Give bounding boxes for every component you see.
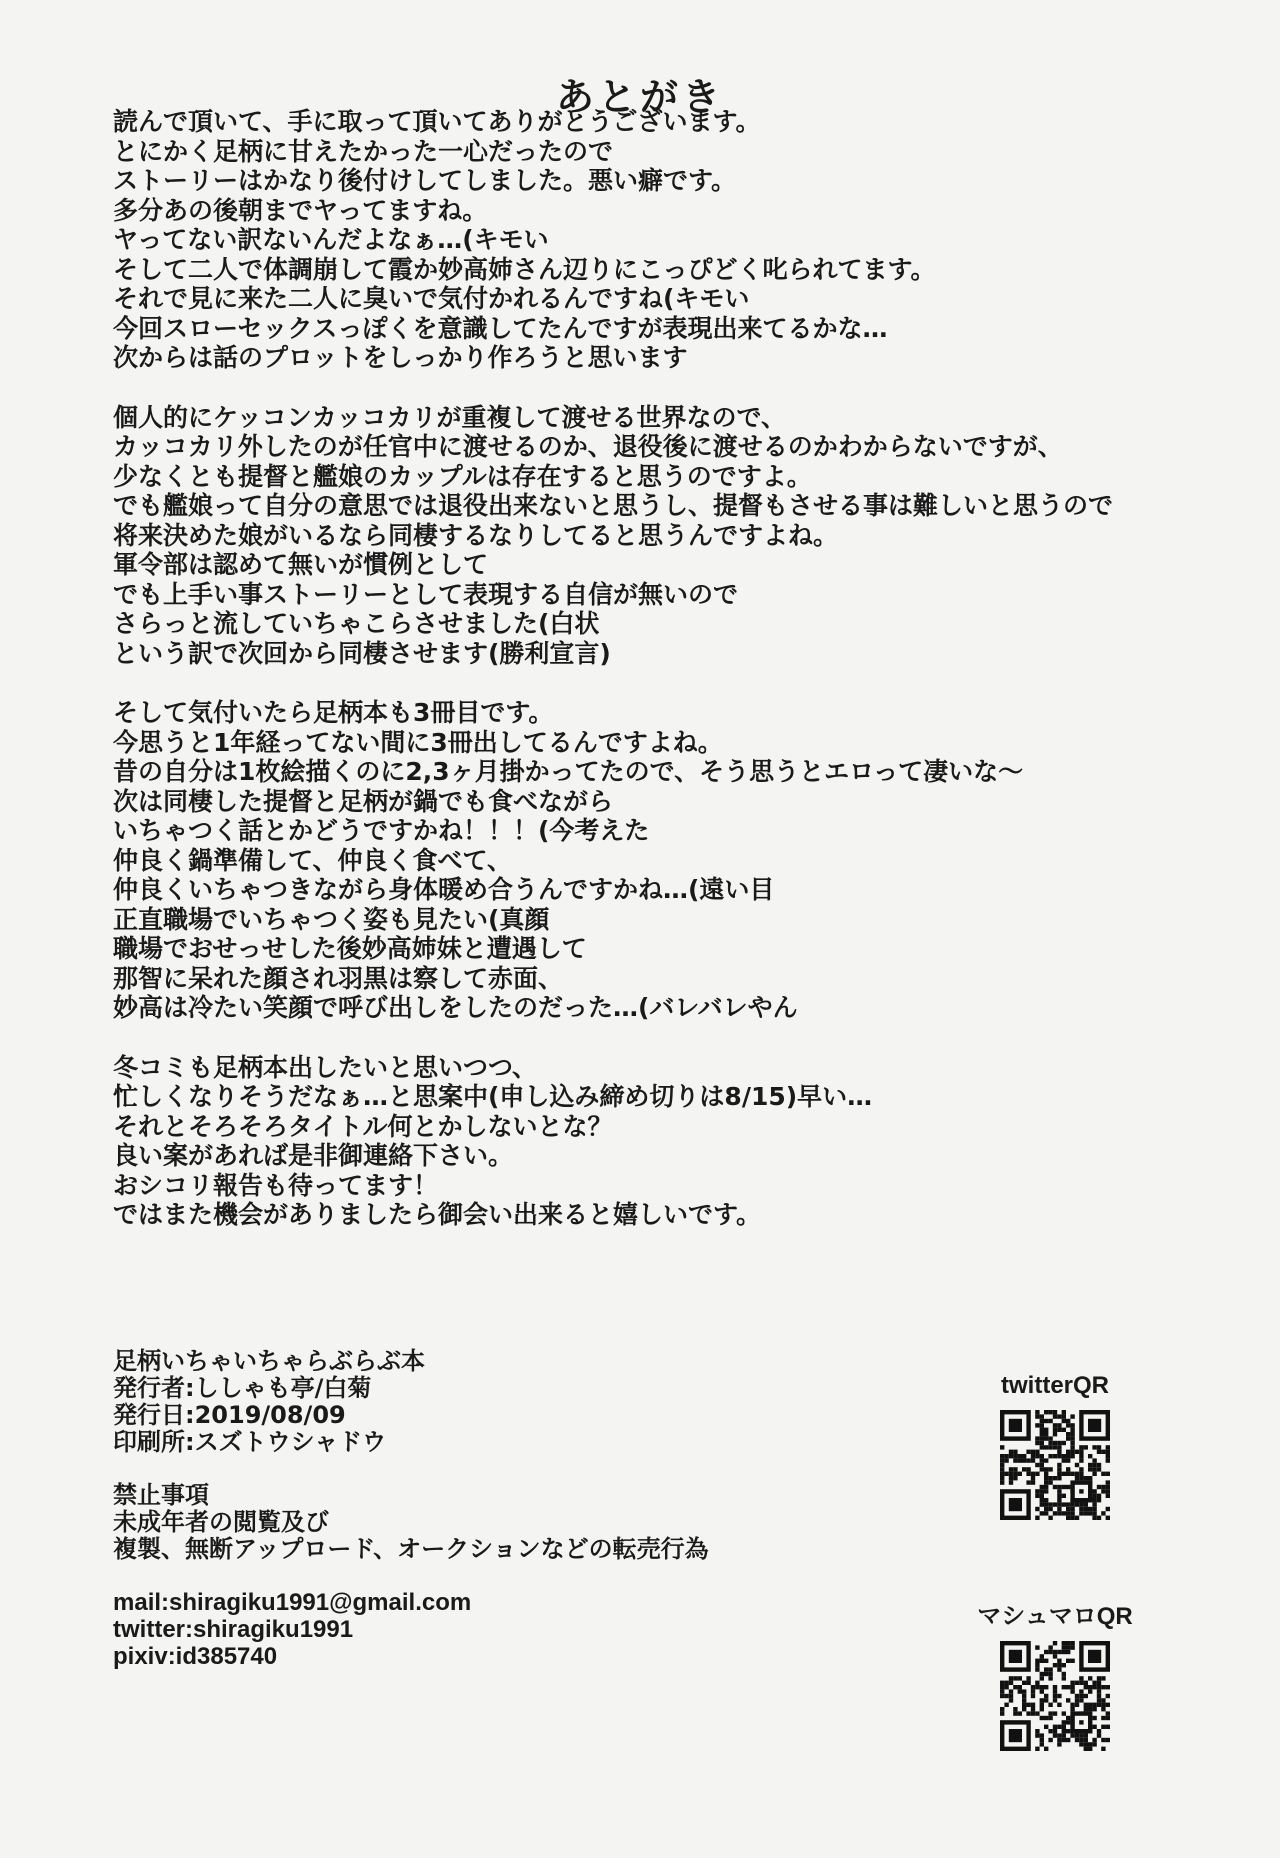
text-line: 次は同棲した提督と足柄が鍋でも食べながら [113, 786, 614, 816]
paragraph [113, 107, 1213, 373]
text-line: でも艦娘って自分の意思では退役出来ないと思うし、提督もさせる事は難しいと思うので [113, 491, 1114, 520]
text-line: そして二人で体調崩して霞か妙高姉さん辺りにこっぴどく叱られてます。 [113, 254, 936, 284]
publication-info [113, 1348, 833, 1456]
text-line: ヤってない訳ないんだよなぁ…(キモい [113, 225, 549, 254]
text-line: 妙高は冷たい笑顔で呼び出しをしたのだった…(バレバレやん [113, 993, 798, 1022]
text-line: 職場でおせっせした後妙高姉妹と遭遇して [113, 934, 587, 963]
text-line: 昔の自分は1枚絵描くのに2,3ヶ月掛かってたので、そう思うとエロって凄いな～ [113, 757, 1024, 786]
text-line: という訳で次回から同棲させます(勝利宣言) [113, 638, 611, 668]
prohibited-line: 複製、無断アップロード、オークションなどの転売行為 [113, 1535, 709, 1563]
printer: 印刷所:スズトウシャドウ [113, 1428, 387, 1456]
text-line: 忙しくなりそうだなぁ…と思案中(申し込み締め切りは8/15)早い… [113, 1082, 873, 1111]
text-line: 正直職場でいちゃつく姿も見たい(真顔 [113, 904, 550, 934]
text-line: 那智に呆れた顔され羽黒は察して赤面、 [113, 963, 564, 993]
text-line: 次からは話のプロットをしっかり作ろうと思います [113, 343, 688, 372]
text-line: 軍令部は認めて無いが慣例として [113, 550, 489, 579]
text-line: いちゃつく話とかどうですかね！！！(今考えた [113, 816, 650, 845]
paragraph [113, 1053, 1213, 1230]
afterword-body [113, 107, 1213, 1260]
text-line: 冬コミも足柄本出したいと思いつつ、 [113, 1052, 538, 1082]
text-line: それで見に来た二人に臭いで気付かれるんですね(キモい [113, 284, 750, 313]
paragraph [113, 698, 1213, 1023]
page-title: あとがき [555, 75, 724, 119]
twitter-qr-block [965, 1372, 1145, 1520]
text-line: 今思うと1年経ってない間に3冊出してるんですよね。 [113, 727, 723, 757]
text-line: 仲良く鍋準備して、仲良く食べて、 [113, 845, 513, 875]
publish-date: 発行日:2019/08/09 [113, 1401, 346, 1429]
prohibited-notice [113, 1482, 833, 1563]
text-line: カッコカリ外したのが任官中に渡せるのか、退役後に渡せるのかわからないですが、 [113, 432, 1063, 461]
contact-info [113, 1589, 833, 1670]
text-line: 今回スローセックスっぽくを意識してたんですが表現出来てるかな… [113, 313, 888, 343]
marshmallow-qr-block [965, 1596, 1145, 1751]
mail-address: mail:shiragiku1991@gmail.com [113, 1589, 472, 1616]
publisher: 発行者:ししゃも亭/白菊 [113, 1374, 372, 1402]
twitter-handle: twitter:shiragiku1991 [113, 1616, 354, 1643]
pixiv-id: pixiv:id385740 [113, 1643, 278, 1670]
text-line: 少なくとも提督と艦娘のカップルは存在すると思うのですよ。 [113, 461, 812, 491]
twitter-qr-code-icon[interactable] [1000, 1410, 1110, 1520]
text-line: とにかく足柄に甘えたかった一心だったので [113, 136, 614, 166]
text-line: 良い案があれば是非御連絡下さい。 [113, 1141, 514, 1170]
text-line: 個人的にケッコンカッコカリが重複して渡せる世界なので、 [113, 402, 787, 432]
book-title: 足柄いちゃいちゃらぶらぶ本 [113, 1347, 425, 1375]
text-line: それとそろそろタイトル何とかしないとな？ [113, 1111, 613, 1141]
text-line: 多分あの後朝までヤってますね。 [113, 195, 488, 225]
marshmallow-qr-code-icon[interactable] [1000, 1641, 1110, 1751]
marshmallow-qr-label: マシュマロQR [977, 1603, 1133, 1630]
text-line: でも上手い事ストーリーとして表現する自信が無いので [113, 579, 739, 609]
text-line: さらっと流していちゃこらさせました(白状 [113, 609, 600, 638]
text-line: 読んで頂いて、手に取って頂いてありがとうございます。 [113, 107, 761, 136]
text-line: そして気付いたら足柄本も3冊目です。 [113, 698, 554, 727]
paragraph [113, 403, 1213, 669]
text-line: 将来決めた娘がいるなら同棲するなりしてると思うんですよね。 [113, 520, 839, 550]
colophon [113, 1348, 833, 1696]
text-line: 仲良くいちゃつきながら身体暖め合うんですかね…(遠い目 [113, 875, 775, 904]
text-line: ではまた機会がありましたら御会い出来ると嬉しいです。 [113, 1200, 762, 1229]
prohibited-line: 未成年者の閲覧及び [113, 1508, 329, 1536]
twitter-qr-label: twitterQR [1001, 1372, 1109, 1399]
text-line: ストーリーはかなり後付けしてしました。悪い癖です。 [113, 166, 737, 195]
prohibited-heading: 禁止事項 [113, 1481, 209, 1509]
text-line: おシコリ報告も待ってます！ [113, 1170, 439, 1200]
